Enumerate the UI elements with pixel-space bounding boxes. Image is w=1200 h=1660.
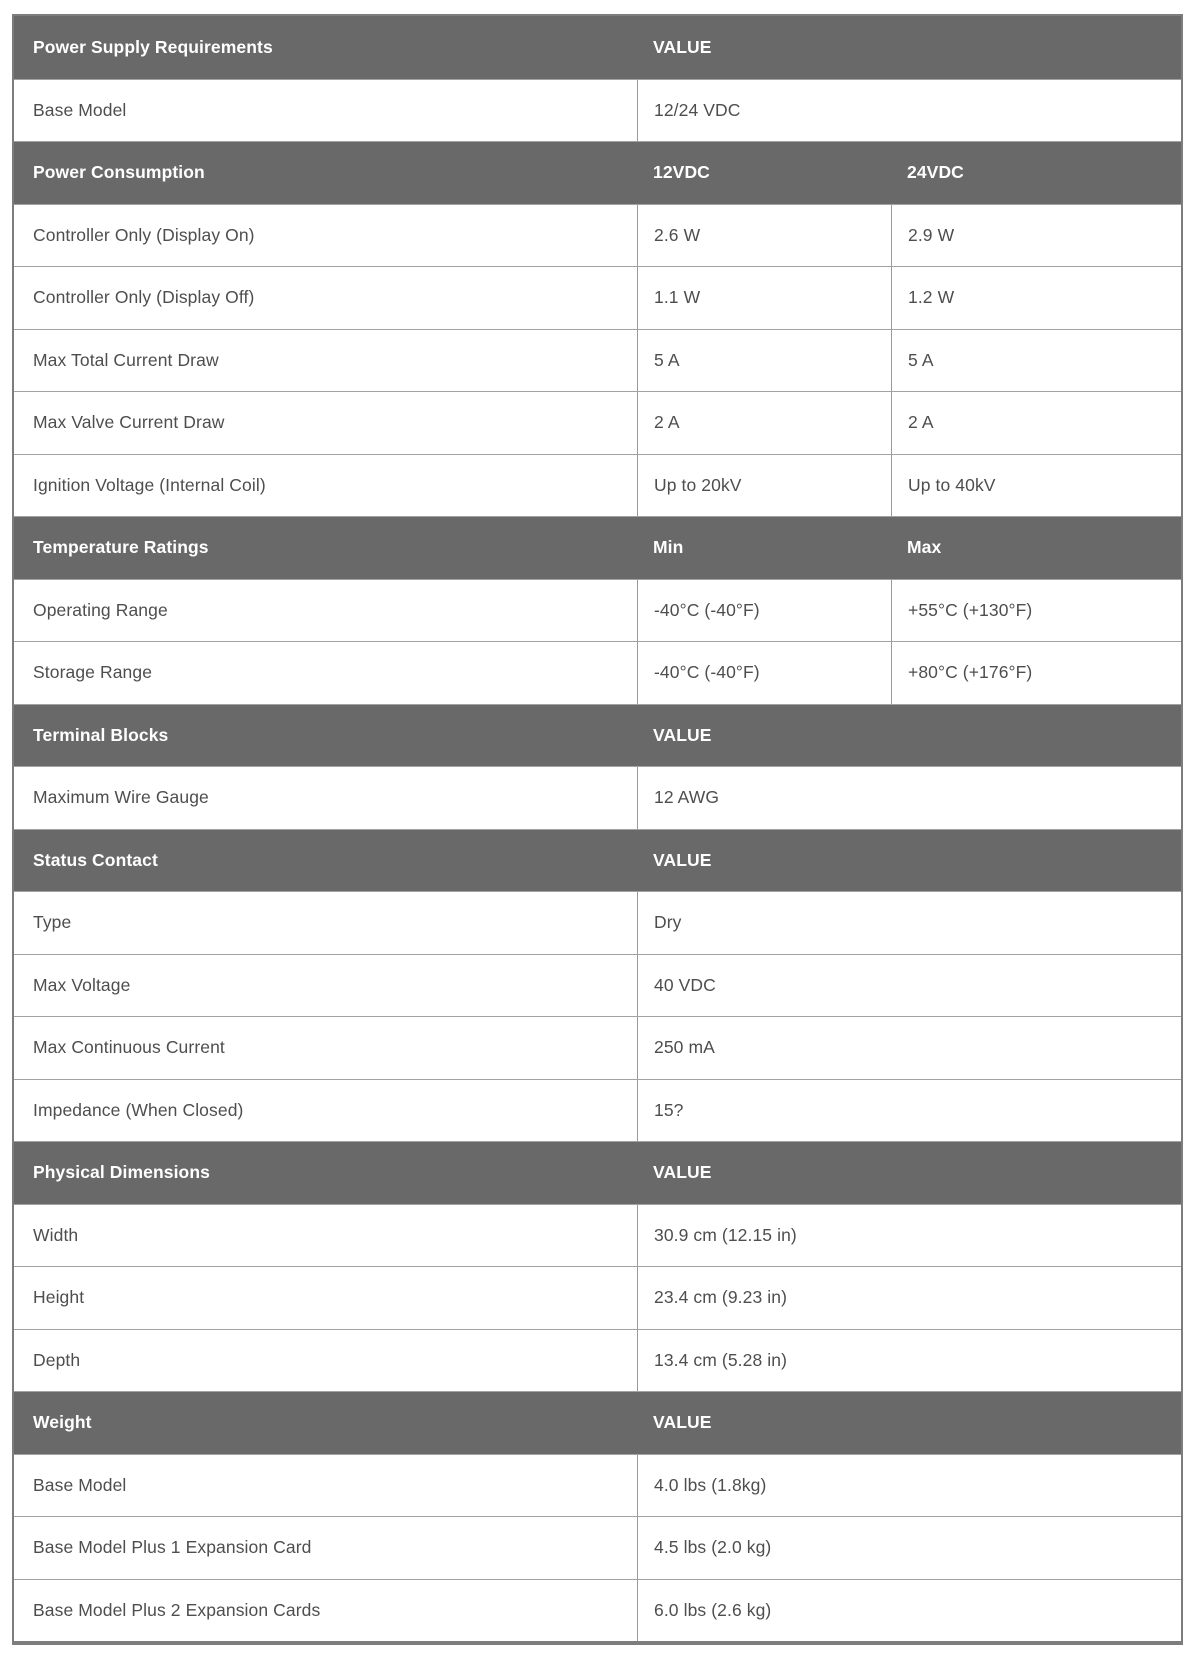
spec-row: [14, 79, 1181, 142]
spec-label: Type: [33, 912, 72, 933]
spec-value: 23.4 cm (9.23 in): [637, 1267, 1181, 1329]
specifications-table: [12, 14, 1183, 1645]
spec-value: -40°C (-40°F): [637, 642, 891, 704]
spec-label: Depth: [33, 1349, 81, 1370]
spec-row: [14, 641, 1181, 704]
section-header-row-status-contact: [14, 829, 1181, 892]
spec-value: 12/24 VDC: [637, 80, 1181, 142]
column-header: VALUE: [653, 724, 712, 745]
section-header-row-terminal-blocks: [14, 704, 1181, 767]
spec-value: 15?: [637, 1080, 1181, 1142]
section-title: Status Contact: [33, 849, 158, 870]
spec-value: 1.1 W: [637, 267, 891, 329]
spec-value: 40 VDC: [637, 955, 1181, 1017]
spec-value: 12 AWG: [637, 767, 1181, 829]
spec-value: 5 A: [637, 330, 891, 392]
column-header: VALUE: [653, 1412, 712, 1433]
spec-row: [14, 1016, 1181, 1079]
spec-value: Up to 20kV: [637, 455, 891, 517]
spec-row: [14, 391, 1181, 454]
spec-label: Base Model Plus 2 Expansion Cards: [33, 1599, 321, 1620]
spec-row: [14, 954, 1181, 1017]
spec-label: Height: [33, 1287, 85, 1308]
spec-value: 250 mA: [637, 1017, 1181, 1079]
spec-value: 2 A: [637, 392, 891, 454]
spec-label: Controller Only (Display On): [33, 224, 255, 245]
spec-label: Base Model: [33, 1474, 127, 1495]
spec-value: 30.9 cm (12.15 in): [637, 1205, 1181, 1267]
section-title: Power Consumption: [33, 162, 205, 183]
spec-value: 6.0 lbs (2.6 kg): [637, 1580, 1181, 1642]
spec-value: +55°C (+130°F): [891, 580, 1181, 642]
spec-label: Max Valve Current Draw: [33, 412, 225, 433]
section-title: Power Supply Requirements: [33, 36, 273, 57]
spec-row: [14, 1266, 1181, 1329]
spec-row: [14, 891, 1181, 954]
spec-label: Ignition Voltage (Internal Coil): [33, 474, 266, 495]
spec-row: [14, 329, 1181, 392]
spec-label: Controller Only (Display Off): [33, 287, 255, 308]
column-header: Max: [907, 537, 942, 558]
column-header: Min: [653, 537, 684, 558]
spec-value: 4.5 lbs (2.0 kg): [637, 1517, 1181, 1579]
spec-row: [14, 1204, 1181, 1267]
column-header: VALUE: [653, 36, 712, 57]
spec-label: Base Model Plus 1 Expansion Card: [33, 1537, 312, 1558]
spec-value: 2.9 W: [891, 205, 1181, 267]
section-title: Temperature Ratings: [33, 537, 209, 558]
spec-row: [14, 1329, 1181, 1392]
section-header-row-weight: [14, 1391, 1181, 1454]
spec-value: +80°C (+176°F): [891, 642, 1181, 704]
spec-row: [14, 766, 1181, 829]
spec-row: [14, 579, 1181, 642]
spec-value: 2 A: [891, 392, 1181, 454]
section-header-row-physical-dimensions: [14, 1141, 1181, 1204]
spec-label: Max Total Current Draw: [33, 349, 219, 370]
column-header: VALUE: [653, 1162, 712, 1183]
spec-row: [14, 1079, 1181, 1142]
spec-label: Max Continuous Current: [33, 1037, 225, 1058]
column-header: VALUE: [653, 849, 712, 870]
section-header-row-power-supply-requirements: [14, 16, 1181, 79]
spec-row: [14, 204, 1181, 267]
spec-value: 13.4 cm (5.28 in): [637, 1330, 1181, 1392]
spec-label: Base Model: [33, 99, 127, 120]
spec-value: Up to 40kV: [891, 455, 1181, 517]
section-header-row-temperature-ratings: [14, 516, 1181, 579]
column-header: 24VDC: [907, 162, 964, 183]
spec-label: Storage Range: [33, 662, 153, 683]
column-header: 12VDC: [653, 162, 710, 183]
spec-row: [14, 1454, 1181, 1517]
spec-row: [14, 266, 1181, 329]
section-title: Physical Dimensions: [33, 1162, 210, 1183]
spec-row: [14, 1579, 1181, 1642]
spec-label: Operating Range: [33, 599, 168, 620]
section-title: Weight: [33, 1412, 92, 1433]
spec-value: Dry: [637, 892, 1181, 954]
spec-label: Maximum Wire Gauge: [33, 787, 209, 808]
section-title: Terminal Blocks: [33, 724, 169, 745]
section-header-row-power-consumption: [14, 141, 1181, 204]
spec-value: 4.0 lbs (1.8kg): [637, 1455, 1181, 1517]
spec-label: Width: [33, 1224, 79, 1245]
spec-label: Max Voltage: [33, 974, 131, 995]
spec-row: [14, 454, 1181, 517]
spec-value: 1.2 W: [891, 267, 1181, 329]
spec-row: [14, 1516, 1181, 1579]
spec-value: -40°C (-40°F): [637, 580, 891, 642]
spec-label: Impedance (When Closed): [33, 1099, 244, 1120]
spec-value: 5 A: [891, 330, 1181, 392]
spec-value: 2.6 W: [637, 205, 891, 267]
